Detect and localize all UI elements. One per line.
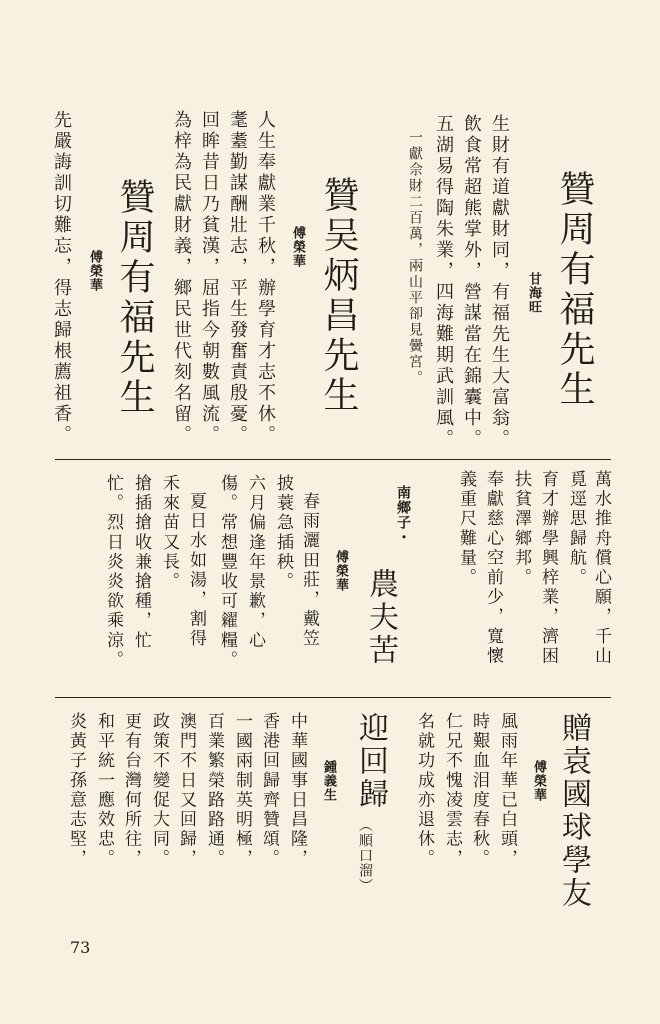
poem4-tune: 南鄉子・ [395, 485, 411, 545]
poem3-author: 傅榮華 [87, 250, 102, 292]
poem2-author: 傅榮華 [290, 226, 305, 268]
page-number: 73 [70, 938, 91, 957]
poem6-line-1: 中華國事日昌隆， [287, 712, 307, 869]
mid-line-1: 萬水推舟償心願，千山 [591, 470, 611, 666]
poem4-line-3: 六月偏逢年景歉，心 [245, 474, 265, 651]
poem6-author: 鍾義生 [321, 760, 336, 802]
poem4-line-7: 搶插搶收兼搶種，忙 [131, 474, 151, 651]
poem3-title: 贊周有福先生 [114, 178, 155, 418]
mid-line-2: 覓逕思歸航。 [566, 470, 586, 588]
poem2-line-1: 人生奉獻業千秋，辦學育才志不休。 [255, 110, 276, 446]
poem6-line-7: 更有台灣何所往， [121, 712, 141, 869]
poem6-line-6: 政策不變促大同。 [149, 712, 169, 869]
poem1-line-1: 生財有道獻財同，有福先生大富翁。 [489, 114, 510, 450]
poem6-line-8: 和平統一應效忠。 [94, 712, 114, 869]
poem1-author: 甘海旺 [526, 272, 541, 314]
poem5-line-2: 時艱血泪度春秋。 [469, 712, 489, 869]
poem4-line-6: 禾來苗又長。 [159, 474, 179, 592]
poem1-line-2: 飲食常超熊掌外，營謀當在錦囊中。 [461, 114, 482, 450]
poem2-line-2: 耄耋勤謀酬壯志，平生發奮責殷憂。 [227, 110, 248, 446]
divider-bottom [55, 697, 611, 698]
poem6-line-3: 一國兩制英明極， [232, 712, 252, 869]
poem5-line-1: 風雨年華已白頭， [497, 712, 517, 869]
poem4-line-5: 夏日水如湯，割得 [186, 492, 206, 649]
mid-line-6: 義重尺難量。 [456, 470, 476, 588]
poem1-line-4: 一獻佘財二百萬，兩山平卻見黌宮。 [407, 130, 423, 386]
poem3-line-1: 先嚴誨訓切難忘，得志歸根薦祖香。 [51, 110, 72, 446]
poem4-line-2: 披蓑急插秧。 [273, 474, 293, 592]
poem4-title: 農夫苦 [363, 568, 398, 667]
poem5-title: 贈袁國球學友 [556, 712, 591, 910]
divider-top [55, 459, 611, 460]
mid-line-4: 扶貧澤鄉邦。 [511, 470, 531, 588]
poem5-author: 傅榮華 [531, 760, 546, 802]
poem5-line-4: 名就功成亦退休。 [414, 712, 434, 869]
poem2-line-4: 為梓為民獻財義，鄉民世代刻名留。 [171, 110, 192, 446]
poem6-line-5: 澳門不日又回歸， [176, 712, 196, 869]
poem5-line-3: 仁兄不愧凌雲志， [442, 712, 462, 869]
poem6-line-9: 炎黃子孫意志堅， [66, 712, 86, 869]
poem6-line-2: 香港回歸齊贊頌。 [259, 712, 279, 869]
poem6-line-4: 百業繁榮路路通。 [204, 712, 224, 869]
poem4-author: 傅榮華 [333, 550, 348, 592]
poem6-title: 迎回歸 [353, 712, 388, 811]
mid-line-5: 奉獻慈心空前少，寬懷 [483, 470, 503, 666]
poem2-title: 贊吴炳昌先生 [318, 176, 359, 416]
poem4-line-1: 春雨灑田莊，戴笠 [299, 492, 319, 649]
poem2-line-3: 回眸昔日乃貧漢，屈指今朝數風流。 [199, 110, 220, 446]
poem6-subtitle: （順口溜） [357, 818, 373, 893]
poem4-line-4: 傷。常想豐收可糴糧。 [217, 474, 237, 670]
poem1-title: 贊周有福先生 [554, 170, 595, 410]
mid-line-3: 育才辦學興梓業，濟困 [538, 470, 558, 666]
poem4-line-8: 忙。烈日炎炎欲乘涼。 [103, 474, 123, 670]
poem1-line-3: 五湖易得陶朱業，四海難期武訓風。 [433, 114, 454, 450]
